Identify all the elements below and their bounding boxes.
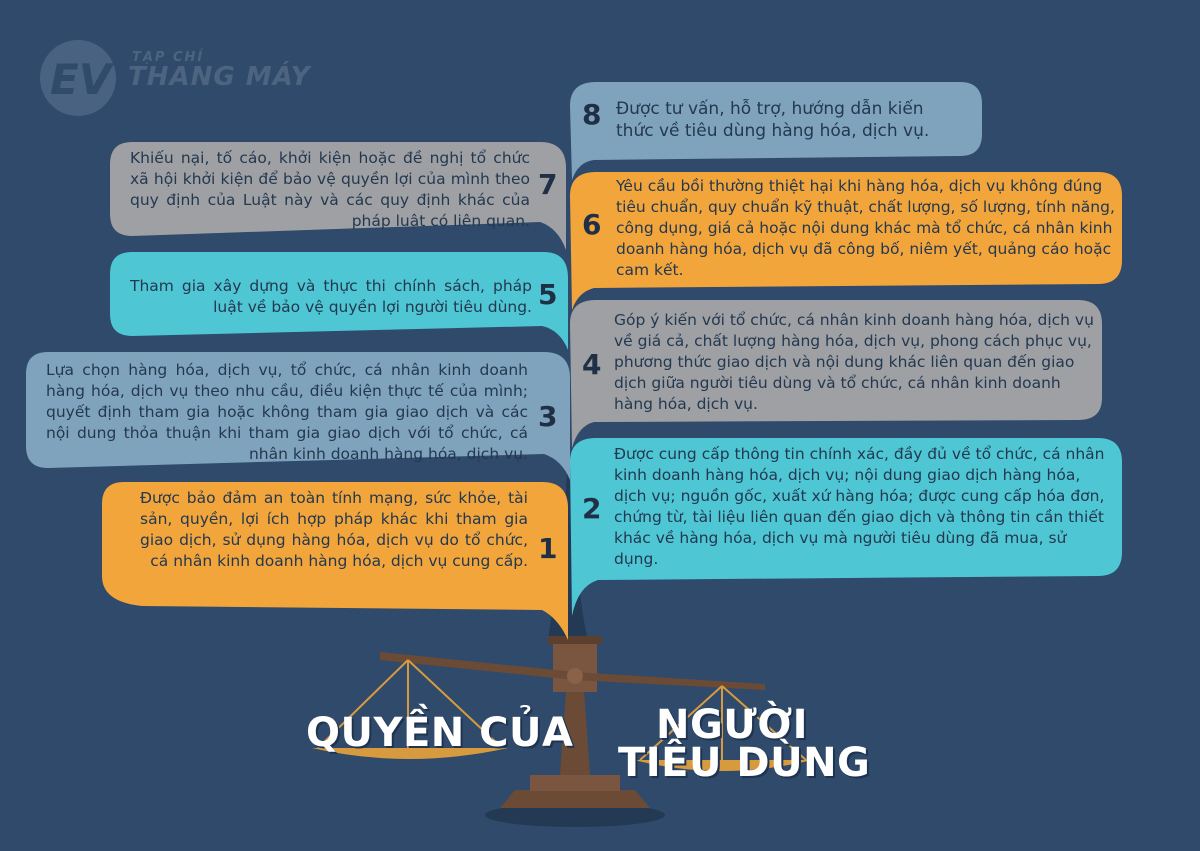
- item-3: [26, 350, 574, 470]
- item-4-text: Góp ý kiến với tổ chức, cá nhân kinh doanh hàng hóa, dịch vụ về giá cả, chất lượng hàng hóa, dịch vụ, phong cách phục vụ, phương thức giao dịch và nội dung khác liên quan đến giao dịch giữa người tiêu dùng và tổ chức, cá nhân kinh doanh hàng hóa, dịch vụ.: [614, 311, 1094, 413]
- item-3-text: Lựa chọn hàng hóa, dịch vụ, tổ chức, cá nhân kinh doanh hàng hóa, dịch vụ theo nhu cầu, điều kiện thực tế của mình; quyết định tham gia hoặc không tham gia giao dịch và các nội dung thỏa thuận khi tham gia giao dịch với tổ chức, cá nhân kinh doanh hàng hóa, dịch vụ.: [46, 361, 528, 463]
- item-5-number: 5: [538, 278, 558, 311]
- item-1: [102, 480, 572, 630]
- title-right-line1: NGƯỜI: [656, 702, 809, 748]
- title-left: QUYỀN CỦA: [306, 710, 574, 756]
- item-2: [570, 436, 1124, 586]
- logo: [36, 38, 126, 123]
- item-6-text: Yêu cầu bồi thường thiệt hại khi hàng hóa, dịch vụ không đúng tiêu chuẩn, quy chuẩn kỹ thuật, chất lượng, số lượng, tính năng, công dụng, giá cả hoặc nội dung khác mà tổ chức, cá nhân kinh doanh hàng hóa, dịch vụ đã công bố, niêm yết, quảng cáo hoặc cam kết.: [616, 177, 1115, 279]
- item-2-text: Được cung cấp thông tin chính xác, đầy đủ về tổ chức, cá nhân kinh doanh hàng hóa, dịch vụ; nội dung giao dịch hàng hóa, dịch vụ; nguồn gốc, xuất xứ hàng hóa; được cung cấp hóa đơn, chứng từ, tài liệu liên quan đến giao dịch và thông tin cần thiết khác về hàng hóa, dịch vụ mà người tiêu dùng đã mua, sử dụng.: [614, 445, 1105, 568]
- item-1-number: 1: [538, 532, 558, 565]
- item-6: [570, 170, 1124, 290]
- logo-ev-icon: [36, 38, 126, 118]
- item-8-text: Được tư vấn, hỗ trợ, hướng dẫn kiến thức về tiêu dùng hàng hóa, dịch vụ.: [616, 99, 930, 141]
- item-4: [570, 298, 1104, 430]
- logo-subtitle: TẠP CHÍ: [132, 50, 205, 65]
- item-8-number: 8: [582, 98, 602, 131]
- title-right-line2: TIÊU DÙNG: [618, 740, 871, 786]
- item-8: [570, 80, 984, 160]
- item-7-number: 7: [538, 168, 558, 201]
- item-4-number: 4: [582, 348, 602, 381]
- logo-name: THANG MÁY: [128, 62, 311, 92]
- item-2-number: 2: [582, 492, 602, 525]
- item-7-text: Khiếu nại, tố cáo, khởi kiện hoặc đề nghị tổ chức xã hội khởi kiện để bảo vệ quyền lợi của mình theo quy định của Luật này và các quy định khác của pháp luật có liên quan.: [130, 149, 530, 230]
- item-3-number: 3: [538, 400, 558, 433]
- item-1-text: Được bảo đảm an toàn tính mạng, sức khỏe, tài sản, quyền, lợi ích hợp pháp khác khi tham gia giao dịch, sử dụng hàng hóa, dịch vụ do tổ chức, cá nhân kinh doanh hàng hóa, dịch vụ cung cấp.: [140, 489, 528, 570]
- item-7: [110, 138, 570, 240]
- item-5-text: Tham gia xây dựng và thực thi chính sách, pháp luật về bảo vệ quyền lợi người tiêu dùng.: [130, 277, 532, 316]
- svg-text:EV: EV: [50, 55, 112, 104]
- item-5: [110, 250, 572, 340]
- item-6-number: 6: [582, 208, 602, 241]
